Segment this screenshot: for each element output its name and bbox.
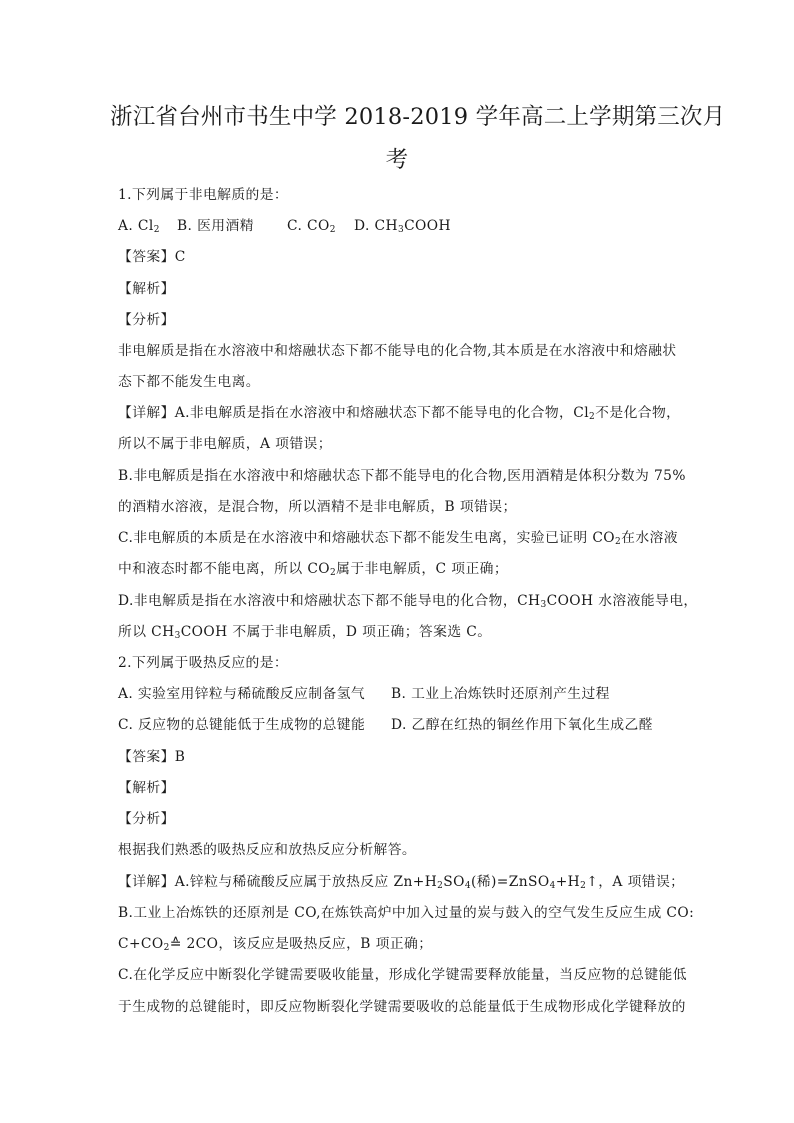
q2-detail-c-line-1: C.在化学反应中断裂化学键需要吸收能量，形成化学键需要释放能量，当反应物的总键能低 xyxy=(118,967,687,983)
q1-fenxi-heading: 【分析】 xyxy=(118,312,175,328)
q1-option-b: B. 医用酒精 xyxy=(177,218,254,234)
question-2-stem: 2.下列属于吸热反应的是： xyxy=(118,655,289,671)
question-1-stem: 1.下列属于非电解质的是： xyxy=(118,187,289,203)
q2-option-a: A. 实验室用锌粒与稀硫酸反应制备氢气 xyxy=(118,686,366,702)
question-2-options-row-1 xyxy=(118,684,678,704)
q1-analysis-line-1: 非电解质是指在水溶液中和熔融状态下都不能导电的化合物,其本质是在水溶液中和熔融状 xyxy=(118,343,677,359)
q1-detail-c-line-1: C.非电解质的本质是在水溶液中和熔融状态下都不能发生电离，实验已证明 $CO_2$在水溶液 xyxy=(118,530,678,547)
q1-analysis-line-2: 态下都不能发生电离。 xyxy=(118,374,260,390)
question-1-options xyxy=(118,216,678,236)
q2-option-c: C. 反应物的总键能低于生成物的总键能 xyxy=(118,717,366,733)
question-2-options-row-2 xyxy=(118,715,678,735)
q1-detail-d-line-1: D.非电解质是指在水溶液中和熔融状态下都不能导电的化合物，$CH_3COOH$ 水溶液能导电， xyxy=(118,593,698,610)
q1-detail-a-line-2: 所以不属于非电解质，A 项错误； xyxy=(118,436,332,452)
q1-detail-b-line-2: 的酒精水溶液，是混合物，所以酒精不是非电解质，B 项错误； xyxy=(118,499,517,515)
q2-detail-b-line-1: B.工业上冶炼铁的还原剂是 CO,在炼铁高炉中加入过量的炭与鼓入的空气发生反应生成 CO: xyxy=(118,905,695,921)
q1-option-c: C. $CO_2$ xyxy=(287,218,336,235)
document-title-line-1: 浙江省台州市书生中学 2018-2019 学年高二上学期第三次月 xyxy=(110,104,726,130)
q1-jiexi-heading: 【解析】 xyxy=(118,281,175,297)
q2-detail-b-line-2: $C+CO_2≙$ 2CO，该反应是吸热反应，B 项正确； xyxy=(118,936,433,953)
q2-detail-c-line-2: 于生成物的总键能时，即反应物断裂化学键需要吸收的总能量低于生成物形成化学键释放的 xyxy=(118,999,686,1015)
q1-detail-a-line-1: 【详解】A.非电解质是指在水溶液中和熔融状态下都不能导电的化合物，$Cl_2$不是化合物， xyxy=(118,405,681,422)
q1-option-a: A. $Cl_2$ xyxy=(118,218,160,235)
q2-answer: 【答案】B xyxy=(118,749,186,765)
q1-answer: 【答案】C xyxy=(118,249,186,265)
q2-analysis-line: 根据我们熟悉的吸热反应和放热反应分析解答。 xyxy=(118,842,417,858)
q1-detail-d-line-2: 所以 $CH_3COOH$ 不属于非电解质，D 项正确；答案选 C。 xyxy=(118,624,492,641)
document-title-line-2: 考 xyxy=(385,147,409,173)
q2-fenxi-heading: 【分析】 xyxy=(118,811,175,827)
q1-option-d: D. $CH_3COOH$ xyxy=(354,218,451,235)
q2-option-d: D. 乙醇在红热的铜丝作用下氧化生成乙醛 xyxy=(391,717,653,733)
q1-detail-b-line-1: B.非电解质是指在水溶液中和熔融状态下都不能导电的化合物,医用酒精是体积分数为 75% xyxy=(118,468,686,484)
q1-detail-c-line-2: 中和液态时都不能电离，所以 $CO_2$属于非电解质，C 项正确； xyxy=(118,561,509,578)
q2-detail-a-line: 【详解】A.锌粒与稀硫酸反应属于放热反应 $Zn+H_2SO_4$(稀)$=ZnSO_4+H_2↑$，A 项错误； xyxy=(118,874,685,891)
q2-option-b: B. 工业上冶炼铁时还原剂产生过程 xyxy=(391,686,610,702)
q2-jiexi-heading: 【解析】 xyxy=(118,780,175,796)
